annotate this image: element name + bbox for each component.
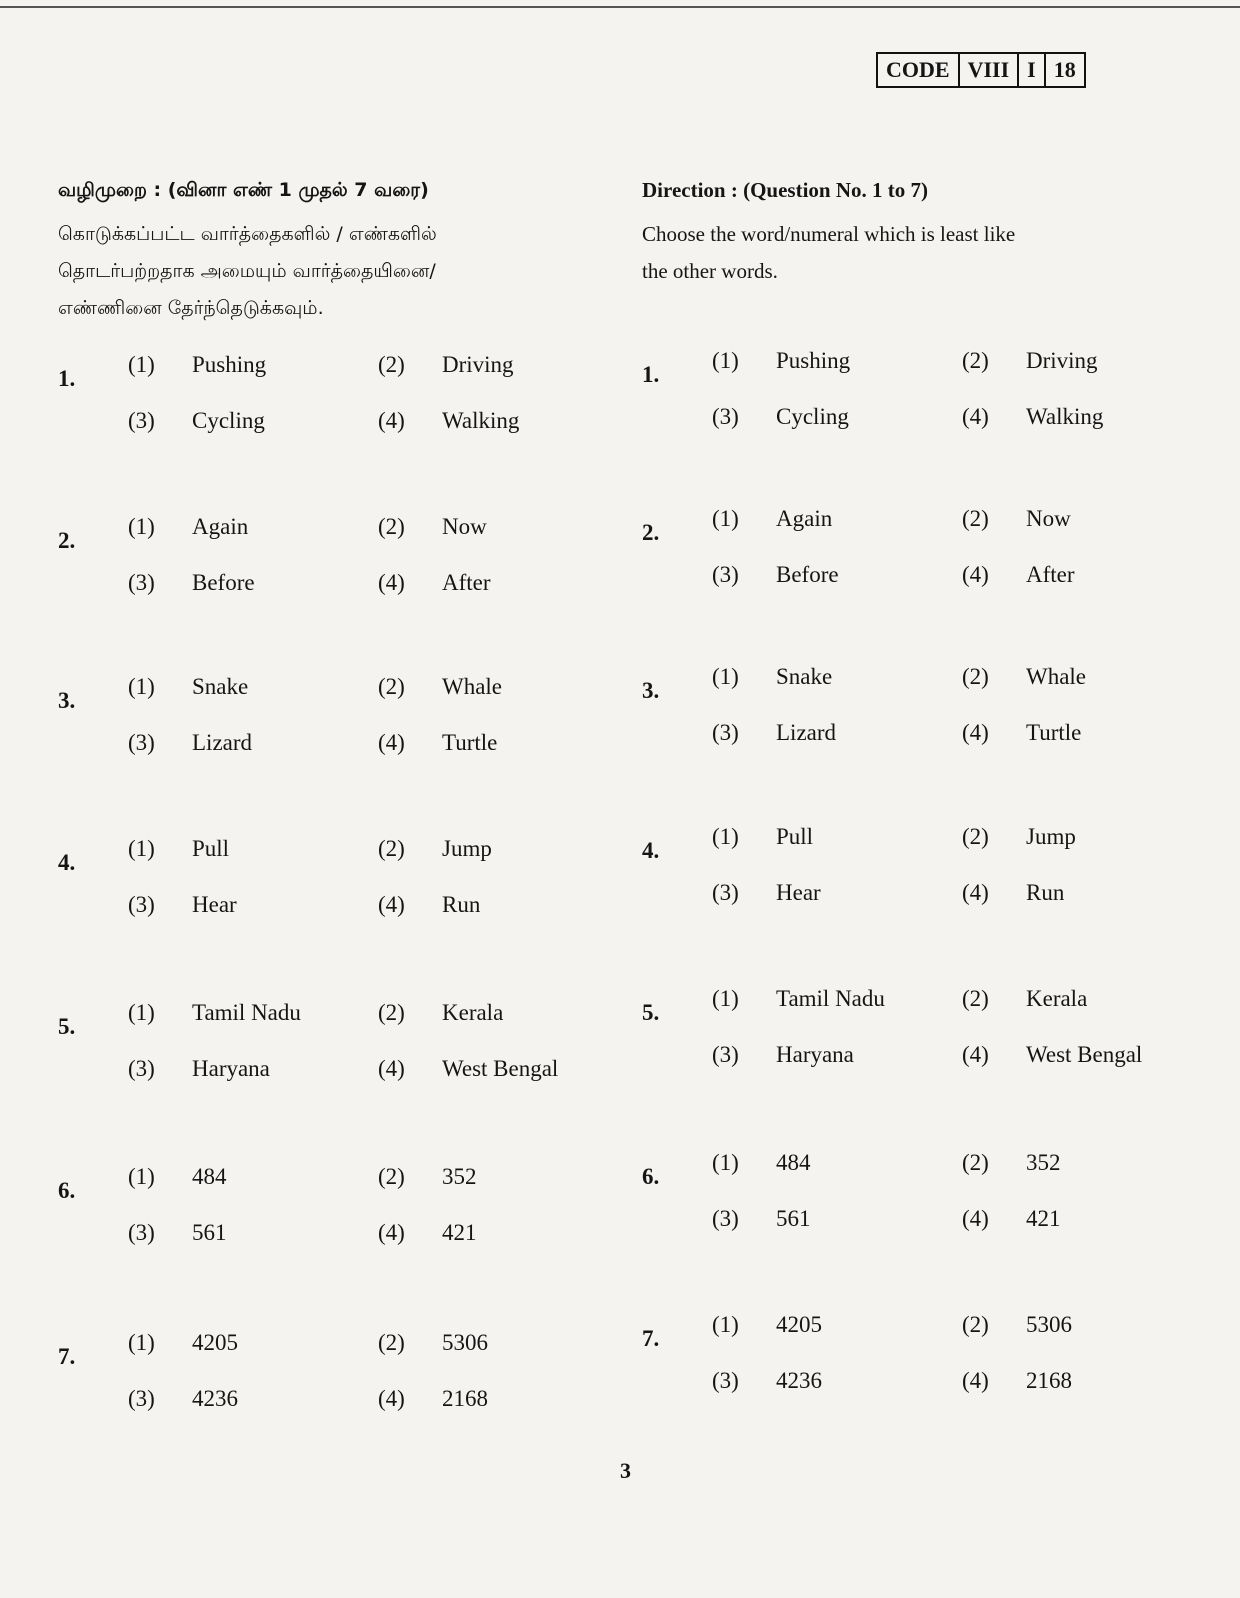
option-4 (962, 1368, 1072, 1394)
option-number: (2) (962, 664, 989, 689)
option-4 (378, 892, 480, 918)
option-text: Pull (192, 836, 230, 861)
tamil-question-3 (58, 674, 618, 784)
option-text: Pushing (192, 352, 267, 377)
option-number: (3) (712, 562, 739, 587)
option-number: (1) (128, 1330, 155, 1355)
option-text: Kerala (1026, 986, 1088, 1011)
option-text: Cycling (776, 404, 849, 429)
option-1 (712, 986, 885, 1012)
option-text: 561 (192, 1220, 227, 1245)
english-question-7 (642, 1312, 1202, 1422)
english-question-6 (642, 1150, 1202, 1260)
option-number: (1) (128, 674, 155, 699)
option-text: After (1026, 562, 1075, 587)
option-text: Jump (442, 836, 492, 861)
option-3 (128, 408, 265, 434)
option-number: (3) (128, 730, 155, 755)
option-number: (4) (378, 892, 405, 917)
option-2 (962, 1150, 1061, 1176)
option-2 (378, 1164, 477, 1190)
option-text: Driving (1026, 348, 1098, 373)
option-3 (128, 1386, 238, 1412)
option-4 (378, 1386, 488, 1412)
code-label: CODE (886, 57, 950, 82)
option-3 (128, 1056, 270, 1082)
option-number: (2) (378, 1330, 405, 1355)
question-number: 6. (642, 1164, 660, 1189)
question-number: 3. (642, 678, 660, 703)
option-text: 484 (192, 1164, 227, 1189)
option-text: West Bengal (442, 1056, 559, 1081)
option-text: 5306 (1026, 1312, 1072, 1337)
option-number: (2) (962, 1312, 989, 1337)
option-number: (1) (712, 824, 739, 849)
option-4 (962, 1206, 1061, 1232)
option-4 (378, 1220, 477, 1246)
option-text: Kerala (442, 1000, 504, 1025)
option-text: Now (442, 514, 487, 539)
option-text: 484 (776, 1150, 811, 1175)
option-text: Walking (1026, 404, 1104, 429)
code-paper: I (1017, 54, 1044, 86)
english-question-3 (642, 664, 1202, 774)
question-number: 7. (642, 1326, 660, 1351)
option-2 (962, 348, 1098, 374)
option-text: 561 (776, 1206, 811, 1231)
option-1 (712, 1150, 811, 1176)
option-2 (378, 836, 492, 862)
option-4 (962, 1042, 1142, 1068)
option-number: (3) (128, 570, 155, 595)
option-2 (378, 352, 514, 378)
option-text: Pull (776, 824, 814, 849)
option-1 (712, 348, 850, 374)
option-number: (2) (378, 1164, 405, 1189)
option-text: West Bengal (1026, 1042, 1143, 1067)
option-2 (962, 1312, 1072, 1338)
option-text: Turtle (442, 730, 498, 755)
option-4 (378, 408, 519, 434)
option-text: Tamil Nadu (776, 986, 885, 1011)
option-number: (3) (712, 720, 739, 745)
question-number: 4. (58, 850, 76, 875)
option-text: Pushing (776, 348, 851, 373)
question-number: 6. (58, 1178, 76, 1203)
option-2 (378, 1000, 503, 1026)
option-number: (4) (378, 730, 405, 755)
option-number: (1) (128, 352, 155, 377)
option-number: (2) (962, 506, 989, 531)
code-number: 18 (1044, 54, 1084, 86)
option-3 (128, 730, 252, 756)
option-text: Jump (1026, 824, 1076, 849)
option-1 (712, 1312, 822, 1338)
option-number: (1) (712, 664, 739, 689)
option-number: (2) (378, 514, 405, 539)
question-number: 5. (642, 1000, 660, 1025)
option-text: 352 (1026, 1150, 1061, 1175)
option-text: Haryana (192, 1056, 270, 1081)
option-number: (4) (962, 1042, 989, 1067)
option-1 (128, 1000, 301, 1026)
tamil-line: தொடர்பற்றதாக அமையும் வார்த்தையினை/ (58, 260, 436, 282)
option-3 (128, 570, 255, 596)
option-1 (128, 514, 248, 540)
option-number: (4) (962, 720, 989, 745)
option-number: (4) (378, 1220, 405, 1245)
option-1 (128, 352, 266, 378)
option-text: 352 (442, 1164, 477, 1189)
english-column (642, 172, 1202, 1393)
option-text: 2168 (1026, 1368, 1072, 1393)
option-text: Now (1026, 506, 1071, 531)
option-2 (962, 506, 1071, 532)
option-number: (1) (712, 1150, 739, 1175)
option-number: (4) (962, 404, 989, 429)
option-number: (4) (962, 880, 989, 905)
option-text: 2168 (442, 1386, 488, 1411)
option-4 (378, 570, 491, 596)
option-text: Lizard (192, 730, 253, 755)
option-number: (2) (962, 986, 989, 1011)
option-number: (1) (128, 836, 155, 861)
option-text: Cycling (192, 408, 265, 433)
option-text: Walking (442, 408, 520, 433)
option-number: (1) (712, 348, 739, 373)
option-number: (1) (712, 1312, 739, 1337)
option-text: Run (1026, 880, 1065, 905)
option-number: (3) (128, 892, 155, 917)
english-line: the other words. (642, 259, 778, 283)
option-number: (2) (962, 348, 989, 373)
option-text: Hear (776, 880, 821, 905)
question-number: 2. (642, 520, 660, 545)
option-text: Before (192, 570, 255, 595)
option-text: Again (192, 514, 249, 539)
question-number: 1. (642, 362, 660, 387)
option-number: (4) (962, 1368, 989, 1393)
option-2 (378, 674, 502, 700)
option-text: Again (776, 506, 833, 531)
option-number: (1) (128, 1164, 155, 1189)
option-number: (2) (378, 674, 405, 699)
option-1 (712, 664, 832, 690)
option-number: (3) (712, 1368, 739, 1393)
option-1 (128, 1164, 227, 1190)
option-1 (712, 506, 832, 532)
code-box (876, 52, 1086, 88)
option-text: Turtle (1026, 720, 1082, 745)
option-3 (712, 880, 821, 906)
question-number: 1. (58, 366, 76, 391)
option-number: (1) (712, 506, 739, 531)
option-text: 4236 (776, 1368, 822, 1393)
option-3 (712, 404, 849, 430)
top-rule (0, 6, 1240, 8)
option-text: 421 (1026, 1206, 1061, 1231)
option-number: (4) (962, 562, 989, 587)
english-question-1 (642, 348, 1202, 458)
option-1 (712, 824, 813, 850)
english-direction-text (642, 216, 1202, 290)
option-2 (962, 664, 1086, 690)
option-3 (712, 562, 839, 588)
tamil-question-4 (58, 836, 618, 946)
question-number: 5. (58, 1014, 76, 1039)
option-4 (962, 562, 1075, 588)
option-number: (3) (128, 408, 155, 433)
option-3 (712, 1368, 822, 1394)
option-number: (2) (378, 1000, 405, 1025)
option-text: After (442, 570, 491, 595)
option-number: (3) (128, 1056, 155, 1081)
option-number: (4) (378, 1386, 405, 1411)
option-text: Before (776, 562, 839, 587)
option-text: 4205 (776, 1312, 822, 1337)
option-number: (4) (962, 1206, 989, 1231)
option-number: (2) (962, 824, 989, 849)
question-number: 7. (58, 1344, 76, 1369)
option-text: Whale (1026, 664, 1087, 689)
tamil-question-7 (58, 1330, 618, 1440)
option-number: (3) (128, 1220, 155, 1245)
tamil-line: எண்ணினை தேர்ந்தெடுக்கவும். (58, 297, 324, 319)
option-text: 5306 (442, 1330, 488, 1355)
option-text: 421 (442, 1220, 477, 1245)
question-number: 4. (642, 838, 660, 863)
question-number: 2. (58, 528, 76, 553)
option-number: (3) (712, 1042, 739, 1067)
option-text: Lizard (776, 720, 837, 745)
option-number: (2) (378, 352, 405, 377)
option-3 (128, 1220, 227, 1246)
tamil-direction-heading: வழிமுறை : (வினா எண் 1 முதல் 7 வரை) (58, 179, 429, 201)
option-4 (962, 404, 1103, 430)
option-1 (128, 1330, 238, 1356)
option-2 (378, 514, 487, 540)
option-text: Snake (192, 674, 249, 699)
option-3 (712, 1042, 854, 1068)
english-question-5 (642, 986, 1202, 1096)
option-text: Whale (442, 674, 503, 699)
option-2 (962, 824, 1076, 850)
option-number: (4) (378, 1056, 405, 1081)
option-3 (712, 1206, 811, 1232)
english-line: Choose the word/numeral which is least like (642, 222, 1016, 246)
english-question-2 (642, 506, 1202, 616)
option-1 (128, 674, 248, 700)
tamil-question-1 (58, 352, 618, 462)
option-text: Hear (192, 892, 237, 917)
option-4 (962, 720, 1081, 746)
tamil-question-6 (58, 1164, 618, 1274)
tamil-question-5 (58, 1000, 618, 1110)
tamil-column (58, 172, 618, 1411)
code-class: VIII (958, 54, 1018, 86)
english-question-4 (642, 824, 1202, 934)
option-text: Snake (776, 664, 833, 689)
tamil-line: கொடுக்கப்பட்ட வார்த்தைகளில் / எண்களில் (58, 223, 437, 245)
option-text: 4236 (192, 1386, 238, 1411)
question-number: 3. (58, 688, 76, 713)
option-number: (3) (712, 1206, 739, 1231)
option-4 (962, 880, 1064, 906)
option-text: Run (442, 892, 481, 917)
option-text: Tamil Nadu (192, 1000, 301, 1025)
option-4 (378, 1056, 558, 1082)
option-3 (128, 892, 237, 918)
option-2 (378, 1330, 488, 1356)
option-number: (3) (128, 1386, 155, 1411)
option-number: (1) (128, 1000, 155, 1025)
tamil-question-2 (58, 514, 618, 624)
option-text: Driving (442, 352, 514, 377)
option-4 (378, 730, 497, 756)
tamil-direction-text (58, 216, 618, 327)
option-number: (3) (712, 404, 739, 429)
english-direction-heading: Direction : (Question No. 1 to 7) (642, 178, 928, 202)
option-1 (128, 836, 229, 862)
option-3 (712, 720, 836, 746)
page-number: 3 (620, 1458, 631, 1483)
option-number: (2) (962, 1150, 989, 1175)
option-number: (4) (378, 408, 405, 433)
option-number: (1) (712, 986, 739, 1011)
option-text: Haryana (776, 1042, 854, 1067)
option-number: (1) (128, 514, 155, 539)
option-number: (2) (378, 836, 405, 861)
option-number: (4) (378, 570, 405, 595)
option-number: (3) (712, 880, 739, 905)
option-2 (962, 986, 1087, 1012)
option-text: 4205 (192, 1330, 238, 1355)
